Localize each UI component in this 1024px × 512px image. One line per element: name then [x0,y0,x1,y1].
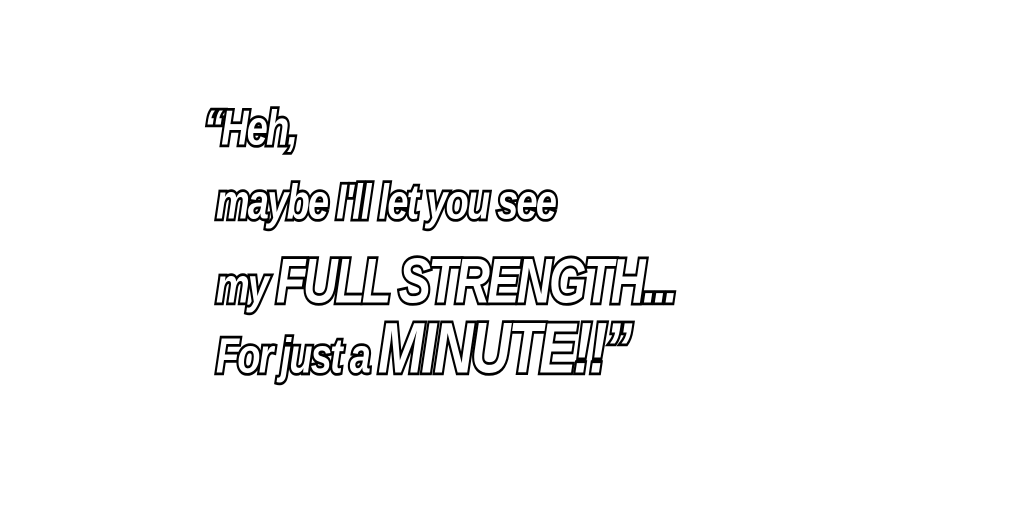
speech-emphasis-minute: MINUTE!!” [377,307,630,389]
speech-line-4 [216,307,630,389]
speech-text [204,100,904,400]
speech-line-4-prefix: For just a [216,328,378,384]
speech-line-3-prefix: my [216,258,277,314]
speech-line-2: maybe I'll let you see [216,174,556,230]
speech-line-1: “Heh, [204,100,297,156]
speech-emphasis-full-strength: FULL STRENGTH... [276,245,676,317]
speech-line-3 [216,245,676,317]
